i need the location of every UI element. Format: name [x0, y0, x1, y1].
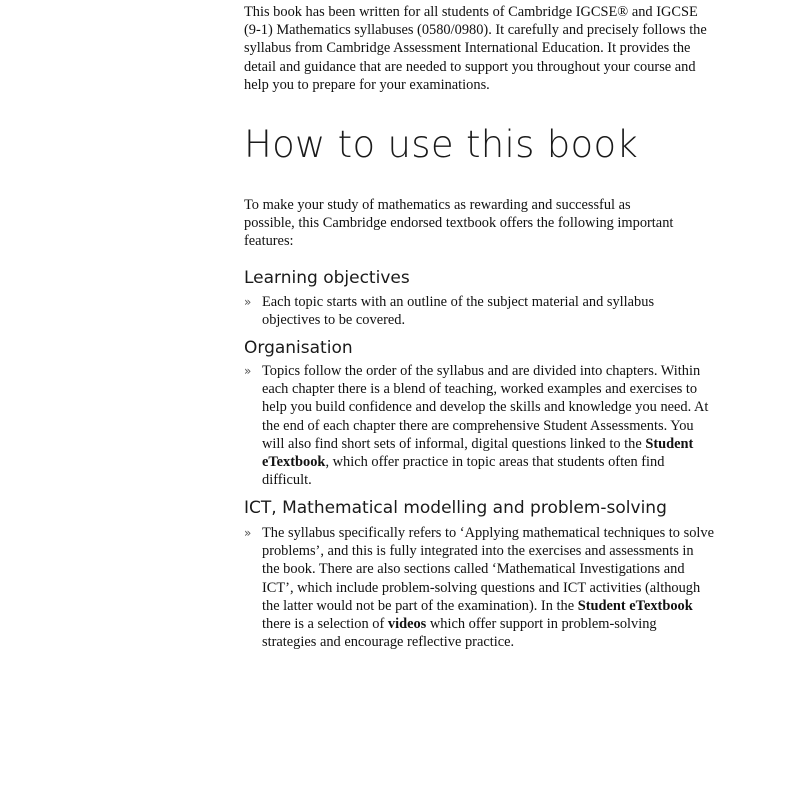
bullet-ict — [244, 524, 714, 651]
bullet-learning-objectives — [244, 293, 714, 329]
bullet-text — [262, 362, 714, 489]
text-run: Topics follow the order of the syllabus and are divided into chapters. Within each chapter there is a blend of teaching, worked examples and exercises to help you build confidence and develop the skills and knowledge you need. At the end of each chapter there are comprehensive Student Assessments. You will also find short sets of informal, digital questions linked to the — [262, 363, 709, 452]
text-run: , which offer practice in topic areas that students often find difficult. — [262, 454, 665, 489]
bullet-chevron-icon: » — [244, 295, 252, 309]
bullet-chevron-icon: » — [244, 364, 252, 378]
videos-emphasis: videos — [387, 616, 427, 633]
bullet-text: Each topic starts with an outline of the subject material and syllabus objectives to be covered. — [262, 294, 655, 329]
section-heading-organisation: Organisation — [244, 338, 353, 358]
text-run: which offer support in problem-solving strategies and encourage reflective practice. — [262, 616, 657, 651]
text-run: there is a selection of — [262, 616, 388, 633]
intro-paragraph: This book has been written for all students of Cambridge IGCSE® and IGCSE (9-1) Mathematics syllabuses (0580/0980). It carefully and precisely follows the syllabus from Cambridge Assessment International Education. It provides the detail and guidance that are needed to support you throughout your course and help you to prepare for your examinations. — [244, 4, 707, 93]
bullet-text — [262, 524, 714, 651]
section-heading-learning-objectives: Learning objectives — [244, 268, 410, 288]
text-run: The syllabus specifically refers to ‘Applying mathematical techniques to solve problems’, and this is fully integrated into the exercises and assessments in the book. There are also sections called ‘Mathematical Investigations and ICT’, which include problem-solving questions and ICT activities (although the latter would not be part of the examination). In the — [262, 525, 714, 614]
lead-paragraph: To make your study of mathematics as rewarding and successful as possible, this Cambridge endorsed textbook offers the following important features: — [244, 197, 674, 250]
bullet-organisation — [244, 362, 714, 489]
section-heading-ict: ICT, Mathematical modelling and problem-solving — [244, 498, 667, 518]
bullet-chevron-icon: » — [244, 526, 252, 540]
etextbook-emphasis: Student eTextbook — [262, 435, 694, 471]
etextbook-emphasis: Student eTextbook — [577, 597, 693, 614]
page-title: How to use this book — [244, 123, 639, 166]
